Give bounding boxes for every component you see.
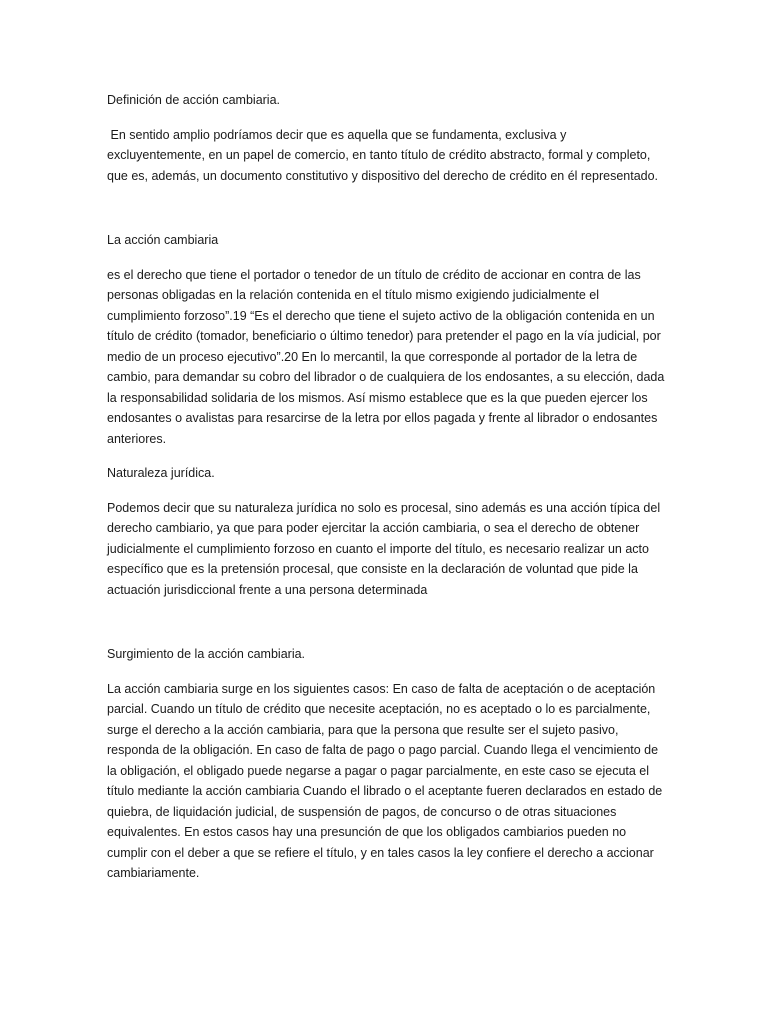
heading-definicion: Definición de acción cambiaria. [107, 93, 281, 107]
paragraph-definicion: En sentido amplio podríamos decir que es aquella que se fundamenta, exclusiva y excluyentemente, en un papel de comercio, en tanto título de crédito abstracto, formal y completo, que es, además, un documento constitutivo y dispositivo del derecho de crédito en él representado. [107, 127, 659, 183]
paragraph-la-accion-cambiaria: es el derecho que tiene el portador o tenedor de un título de crédito de accionar en contra de las personas obligadas en la relación contenida en el título mismo exigiendo judicialmente el cumplimiento forzoso”.19 “Es el derecho que tiene el sujeto activo de la obligación contenida en un título de crédito (tomador, beneficiario o último tenedor) para pretender el pago en la vía judicial, por medio de un proceso ejecutivo”.20 En lo mercantil, la que corresponde al portador de la letra de cambio, para demandar su cobro del librador o de cualquiera de los endosantes, a su elección, dada la responsabilidad solidaria de los mismos. Así mismo establece que es la que pueden ejercer los endosantes o avalistas para resarcirse de la letra por ellos pagada y frente al librador o endosantes anteriores. [107, 267, 665, 446]
heading-naturaleza-juridica: Naturaleza jurídica. [107, 466, 215, 480]
heading-la-accion-cambiaria: La acción cambiaria [107, 233, 219, 247]
paragraph-surgimiento: La acción cambiaria surge en los siguientes casos: En caso de falta de aceptación o de aceptación parcial. Cuando un título de crédito que necesite aceptación, no es aceptado o lo es parcialmente, surge el derecho a la acción cambiaria, para que la persona que resulte ser el sujeto pasivo, responda de la obligación. En caso de falta de pago o pago parcial. Cuando llega el vencimiento de la obligación, el obligado puede negarse a pagar o pagar parcialmente, en este caso se ejecuta el título mediante la acción cambiaria Cuando el librado o el aceptante fueren declarados en estado de quiebra, de liquidación judicial, de suspensión de pagos, de concurso o de otras situaciones equivalentes. En estos casos hay una presunción de que los obligados cambiarios pueden no cumplir con el deber a que se refiere el título, y en tales casos la ley confiere el derecho a accionar cambiariamente. [107, 681, 663, 880]
paragraph-naturaleza-juridica: Podemos decir que su naturaleza jurídica no solo es procesal, sino además es una acción típica del derecho cambiario, ya que para poder ejercitar la acción cambiaria, o sea el derecho de obtener judicialmente el cumplimiento forzoso en cuanto el importe del título, es necesario realizar un acto específico que es la pretensión procesal, que consiste en la declaración de voluntad que pide la actuación jurisdiccional frente a una persona determinada [107, 500, 661, 597]
heading-surgimiento: Surgimiento de la acción cambiaria. [107, 647, 306, 661]
document-page [107, 90, 667, 884]
